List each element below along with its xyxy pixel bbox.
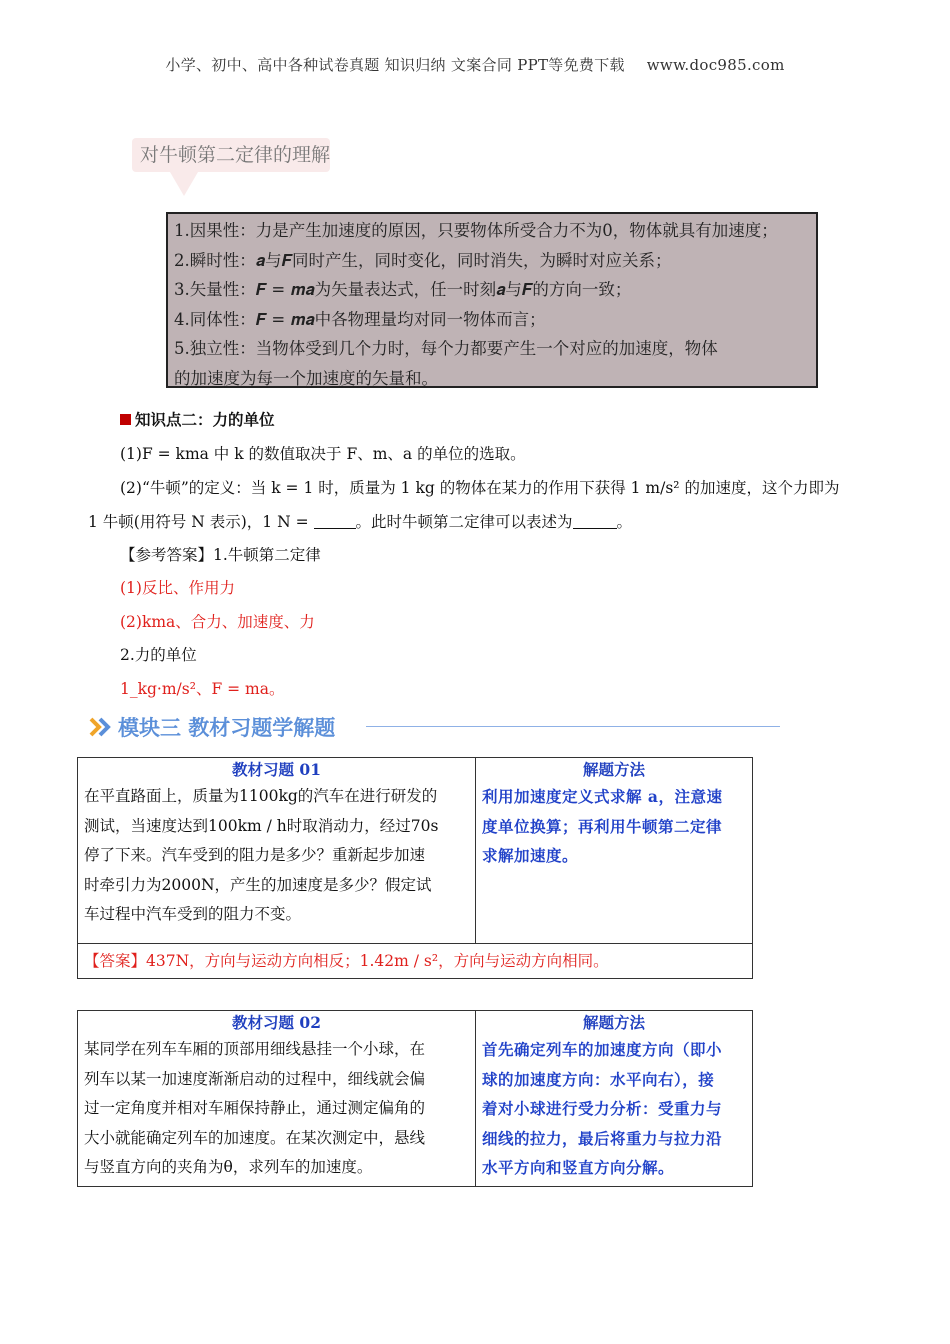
- method-line: 球的加速度方向：水平向右），接: [482, 1069, 715, 1089]
- knowledge-p2b: [88, 510, 632, 532]
- exercise-2-question-cell: [78, 1011, 476, 1187]
- double-chevron-icon: [88, 716, 112, 738]
- subheading-force-unit: 2.力的单位: [120, 646, 197, 664]
- exercise-1-table: [77, 757, 753, 979]
- exercise-1-title: 教材习题 01: [232, 760, 321, 779]
- module-title: 模块三 教材习题学解题: [118, 716, 336, 740]
- property-line: 2.瞬时性：𝒂与𝑭同时产生，同时变化，同时消失，为瞬时对应关系；: [174, 250, 672, 270]
- header-text: 小学、初中、高中各种试卷真题 知识归纳 文案合同 PPT等免费下载: [165, 56, 625, 74]
- module-divider: [366, 726, 780, 727]
- red-square-icon: [120, 414, 131, 425]
- exercise-1-method-cell: [476, 758, 753, 944]
- fill-blank-2: [573, 514, 617, 529]
- method-line: 度单位换算；再利用牛顿第二定律: [482, 816, 723, 836]
- properties-box: [166, 212, 818, 388]
- question-line: 大小就能确定列车的加速度。在某次测定中，悬线: [84, 1128, 426, 1147]
- question-line: 某同学在列车车厢的顶部用细线悬挂一个小球，在: [84, 1040, 426, 1058]
- fill-blank-1: [314, 514, 356, 529]
- p2b-mid: 。此时牛顿第二定律可以表述为: [355, 513, 573, 531]
- knowledge-p1: (1)F = kma 中 k 的数值取决于 F、m、a 的单位的选取。: [120, 445, 526, 463]
- property-line: 的加速度为每一个加速度的矢量和。: [174, 368, 438, 388]
- exercise-1-method: [482, 782, 746, 871]
- answer-2: (2)kma、合力、加速度、力: [120, 613, 315, 631]
- property-line: 4.同体性：𝑭 = 𝒎𝒂中各物理量均对同一物体而言；: [174, 309, 546, 329]
- p2b-end: 。: [616, 513, 633, 531]
- question-line: 列车以某一加速度渐渐启动的过程中，细线就会偏: [84, 1069, 426, 1088]
- property-line: 3.矢量性：𝑭 = 𝒎𝒂为矢量表达式，任一时刻𝒂与𝑭的方向一致；: [174, 280, 632, 299]
- exercise-1-question: [84, 782, 469, 930]
- exercise-1-answer: 【答案】437N，方向与运动方向相反；1.42m / s²，方向与运动方向相同。: [78, 944, 753, 979]
- exercise-2-question: [84, 1035, 469, 1183]
- exercise-2-method-title: 解题方法: [582, 1013, 645, 1032]
- callout-bubble: [132, 138, 330, 172]
- exercise-2-method: [482, 1035, 746, 1183]
- property-line: 1.因果性：力是产生加速度的原因，只要物体所受合力不为0，物体就具有加速度；: [174, 221, 778, 240]
- callout-tail: [170, 172, 198, 196]
- question-line: 测试，当速度达到100km / h时取消动力，经过70s: [84, 816, 439, 835]
- question-line: 与竖直方向的夹角为θ，求列车的加速度。: [84, 1158, 373, 1176]
- question-line: 过一定角度并相对车厢保持静止，通过测定偏角的: [84, 1099, 426, 1117]
- exercise-2-table: [77, 1010, 753, 1187]
- exercise-1-method-title: 解题方法: [582, 760, 645, 779]
- method-line: 首先确定列车的加速度方向（即小: [482, 1040, 723, 1059]
- question-line: 车过程中汽车受到的阻力不变。: [84, 905, 302, 923]
- answer-1: (1)反比、作用力: [120, 579, 235, 597]
- page-header: [0, 54, 950, 75]
- question-line: 时牵引力为2000N，产生的加速度是多少？假定试: [84, 875, 432, 894]
- method-line: 细线的拉力，最后将重力与拉力沿: [482, 1128, 723, 1148]
- p2b-before: 1 牛顿(用符号 N 表示)，1 N =: [88, 513, 309, 531]
- question-line: 在平直路面上，质量为1100kg的汽车在进行研发的: [84, 787, 438, 805]
- method-line: 求解加速度。: [482, 846, 579, 865]
- knowledge-p2a: (2)“牛顿”的定义：当 k = 1 时，质量为 1 kg 的物体在某力的作用下获得 1 m/s² 的加速度，这个力即为: [120, 479, 840, 497]
- callout-label: 对牛顿第二定律的理解: [140, 144, 331, 166]
- header-url: www.doc985.com: [646, 56, 785, 74]
- knowledge-title-text: 知识点二：力的单位: [135, 410, 275, 429]
- answer-3: 1_kg·m/s²、F = ma。: [120, 680, 285, 698]
- exercise-2-title: 教材习题 02: [232, 1013, 321, 1032]
- knowledge-point-title: [120, 408, 275, 430]
- exercise-1-question-cell: [78, 758, 476, 944]
- question-line: 停了下来。汽车受到的阻力是多少？重新起步加速: [84, 846, 426, 864]
- exercise-2-method-cell: [476, 1011, 753, 1187]
- reference-answer-label: 【参考答案】1.牛顿第二定律: [120, 546, 321, 564]
- method-line: 利用加速度定义式求解 a，注意速: [482, 787, 723, 806]
- property-line: 5.独立性：当物体受到几个力时，每个力都要产生一个对应的加速度，物体: [174, 339, 718, 358]
- method-line: 水平方向和竖直方向分解。: [482, 1158, 675, 1177]
- method-line: 着对小球进行受力分析：受重力与: [482, 1099, 723, 1118]
